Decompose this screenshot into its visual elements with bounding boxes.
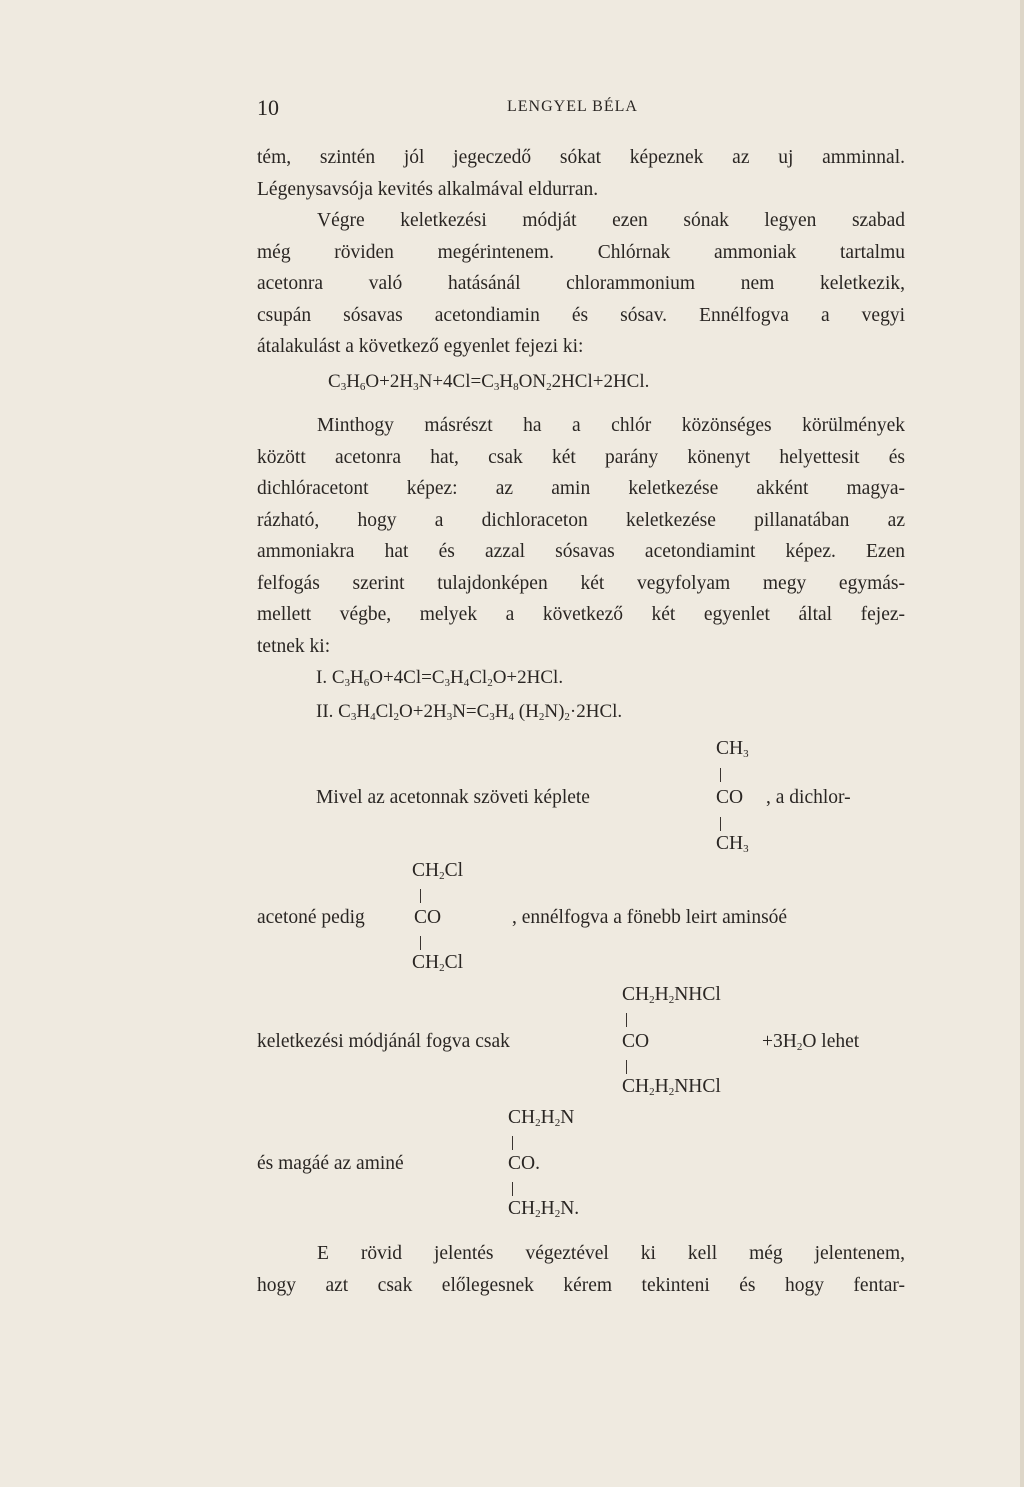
formula-ch2h2n-bottom: $CH_2H_2N$. bbox=[508, 1198, 580, 1220]
formula-ch3-top: $CH_3$ bbox=[716, 738, 749, 760]
formula-co-dot: CO. bbox=[508, 1153, 540, 1174]
text-line: felfogás szerint tulajdonképen két vegyfolyam megy egymás- bbox=[257, 572, 905, 594]
formula-ch2cl-bottom: $CH_2Cl$ bbox=[412, 952, 464, 974]
text-line: között acetonra hat, csak két parány könenyt helyettesit és bbox=[257, 446, 905, 468]
bond-line bbox=[512, 1182, 513, 1196]
bond-line bbox=[420, 936, 421, 950]
formula-co: CO bbox=[716, 787, 744, 808]
bond-line bbox=[720, 768, 721, 782]
text-line: acetonra való hatásánál chlorammonium nem keletkezik, bbox=[257, 273, 905, 294]
text-line: Minthogy másrészt ha a chlór közönséges körülmények bbox=[317, 415, 905, 436]
formula-co: CO bbox=[622, 1031, 650, 1052]
equation-main: $C_3H_6O+2H_3N+4Cl=C_3H_8ON_22HCl+2HCl$. bbox=[328, 371, 650, 393]
formula-ch3-bottom: $CH_3$ bbox=[716, 833, 749, 855]
bond-line bbox=[420, 889, 421, 903]
sentence-es-magae: és magáé az aminé bbox=[257, 1153, 404, 1174]
bond-line bbox=[720, 817, 721, 831]
formula-ch2h2n-top: $CH_2H_2N$ bbox=[508, 1107, 575, 1129]
text-line: még röviden megérintenem. Chlórnak ammoniak tartalmu bbox=[257, 241, 905, 263]
text-line: dichlóracetont képez: az amin keletkezése akként magya- bbox=[257, 478, 905, 499]
sentence-mivel-tail: , a dichlor- bbox=[766, 787, 851, 808]
equation-1: I. $C_3H_6O+4Cl=C_3H_4Cl_2O+2HCl$. bbox=[316, 667, 564, 689]
sentence-acetone: acetoné pedig bbox=[257, 907, 365, 928]
text-line: Végre keletkezési módját ezen sónak legyen szabad bbox=[317, 210, 905, 231]
text-line: ammoniakra hat és azzal sósavas acetondiamint képez. Ezen bbox=[257, 541, 905, 562]
sentence-mivel: Mivel az acetonnak szöveti képlete bbox=[316, 787, 590, 808]
formula-ch2h2nhcl-bottom: $CH_2H_2NHCl$ bbox=[622, 1076, 721, 1098]
sentence-acetone-tail: , ennélfogva a fönebb leirt aminsóé bbox=[512, 907, 788, 928]
bond-line bbox=[626, 1013, 627, 1027]
sentence-keletkezesi: keletkezési módjánál fogva csak bbox=[257, 1031, 510, 1052]
page-number: 10 bbox=[257, 95, 279, 120]
formula-ch2cl-top: $CH_2Cl$ bbox=[412, 860, 464, 882]
formula-h2o-tail: $+3H_2O$ lehet bbox=[762, 1031, 860, 1053]
text-line: átalakulást a következő egyenlet fejezi ki: bbox=[257, 336, 584, 357]
text-line: tém, szintén jól jegeczedő sókat képeznek az uj amminnal. bbox=[257, 147, 905, 168]
running-head: LENGYEL BÉLA bbox=[507, 98, 638, 115]
body-text-2 bbox=[257, 410, 905, 662]
text-line: rázható, hogy a dichloraceton keletkezése pillanatában az bbox=[257, 509, 905, 531]
text-line: mellett végbe, melyek a következő két egyenlet által fejez- bbox=[257, 604, 905, 625]
text-line: tetnek ki: bbox=[257, 635, 331, 657]
bond-line bbox=[512, 1136, 513, 1150]
body-text-3 bbox=[257, 1238, 905, 1301]
bond-line bbox=[626, 1060, 627, 1074]
text-line: Légenysavsója kevités alkalmával eldurran. bbox=[257, 178, 599, 200]
text-line: E rövid jelentés végeztével ki kell még jelentenem, bbox=[317, 1243, 905, 1264]
text-line: hogy azt csak előlegesnek kérem tekinteni és hogy fentar- bbox=[257, 1274, 905, 1296]
page-header bbox=[257, 95, 907, 121]
equation-2: II. $C_3H_4Cl_2O+2H_3N=C_3H_4$ $(H_2N)_2\cdot 2HCl$. bbox=[316, 701, 623, 723]
text-line: csupán sósavas acetondiamin és sósav. Ennélfogva a vegyi bbox=[257, 304, 905, 326]
body-text bbox=[257, 142, 905, 363]
formula-co: CO bbox=[414, 907, 442, 928]
formula-ch2h2nhcl-top: $CH_2H_2NHCl$ bbox=[622, 984, 721, 1006]
